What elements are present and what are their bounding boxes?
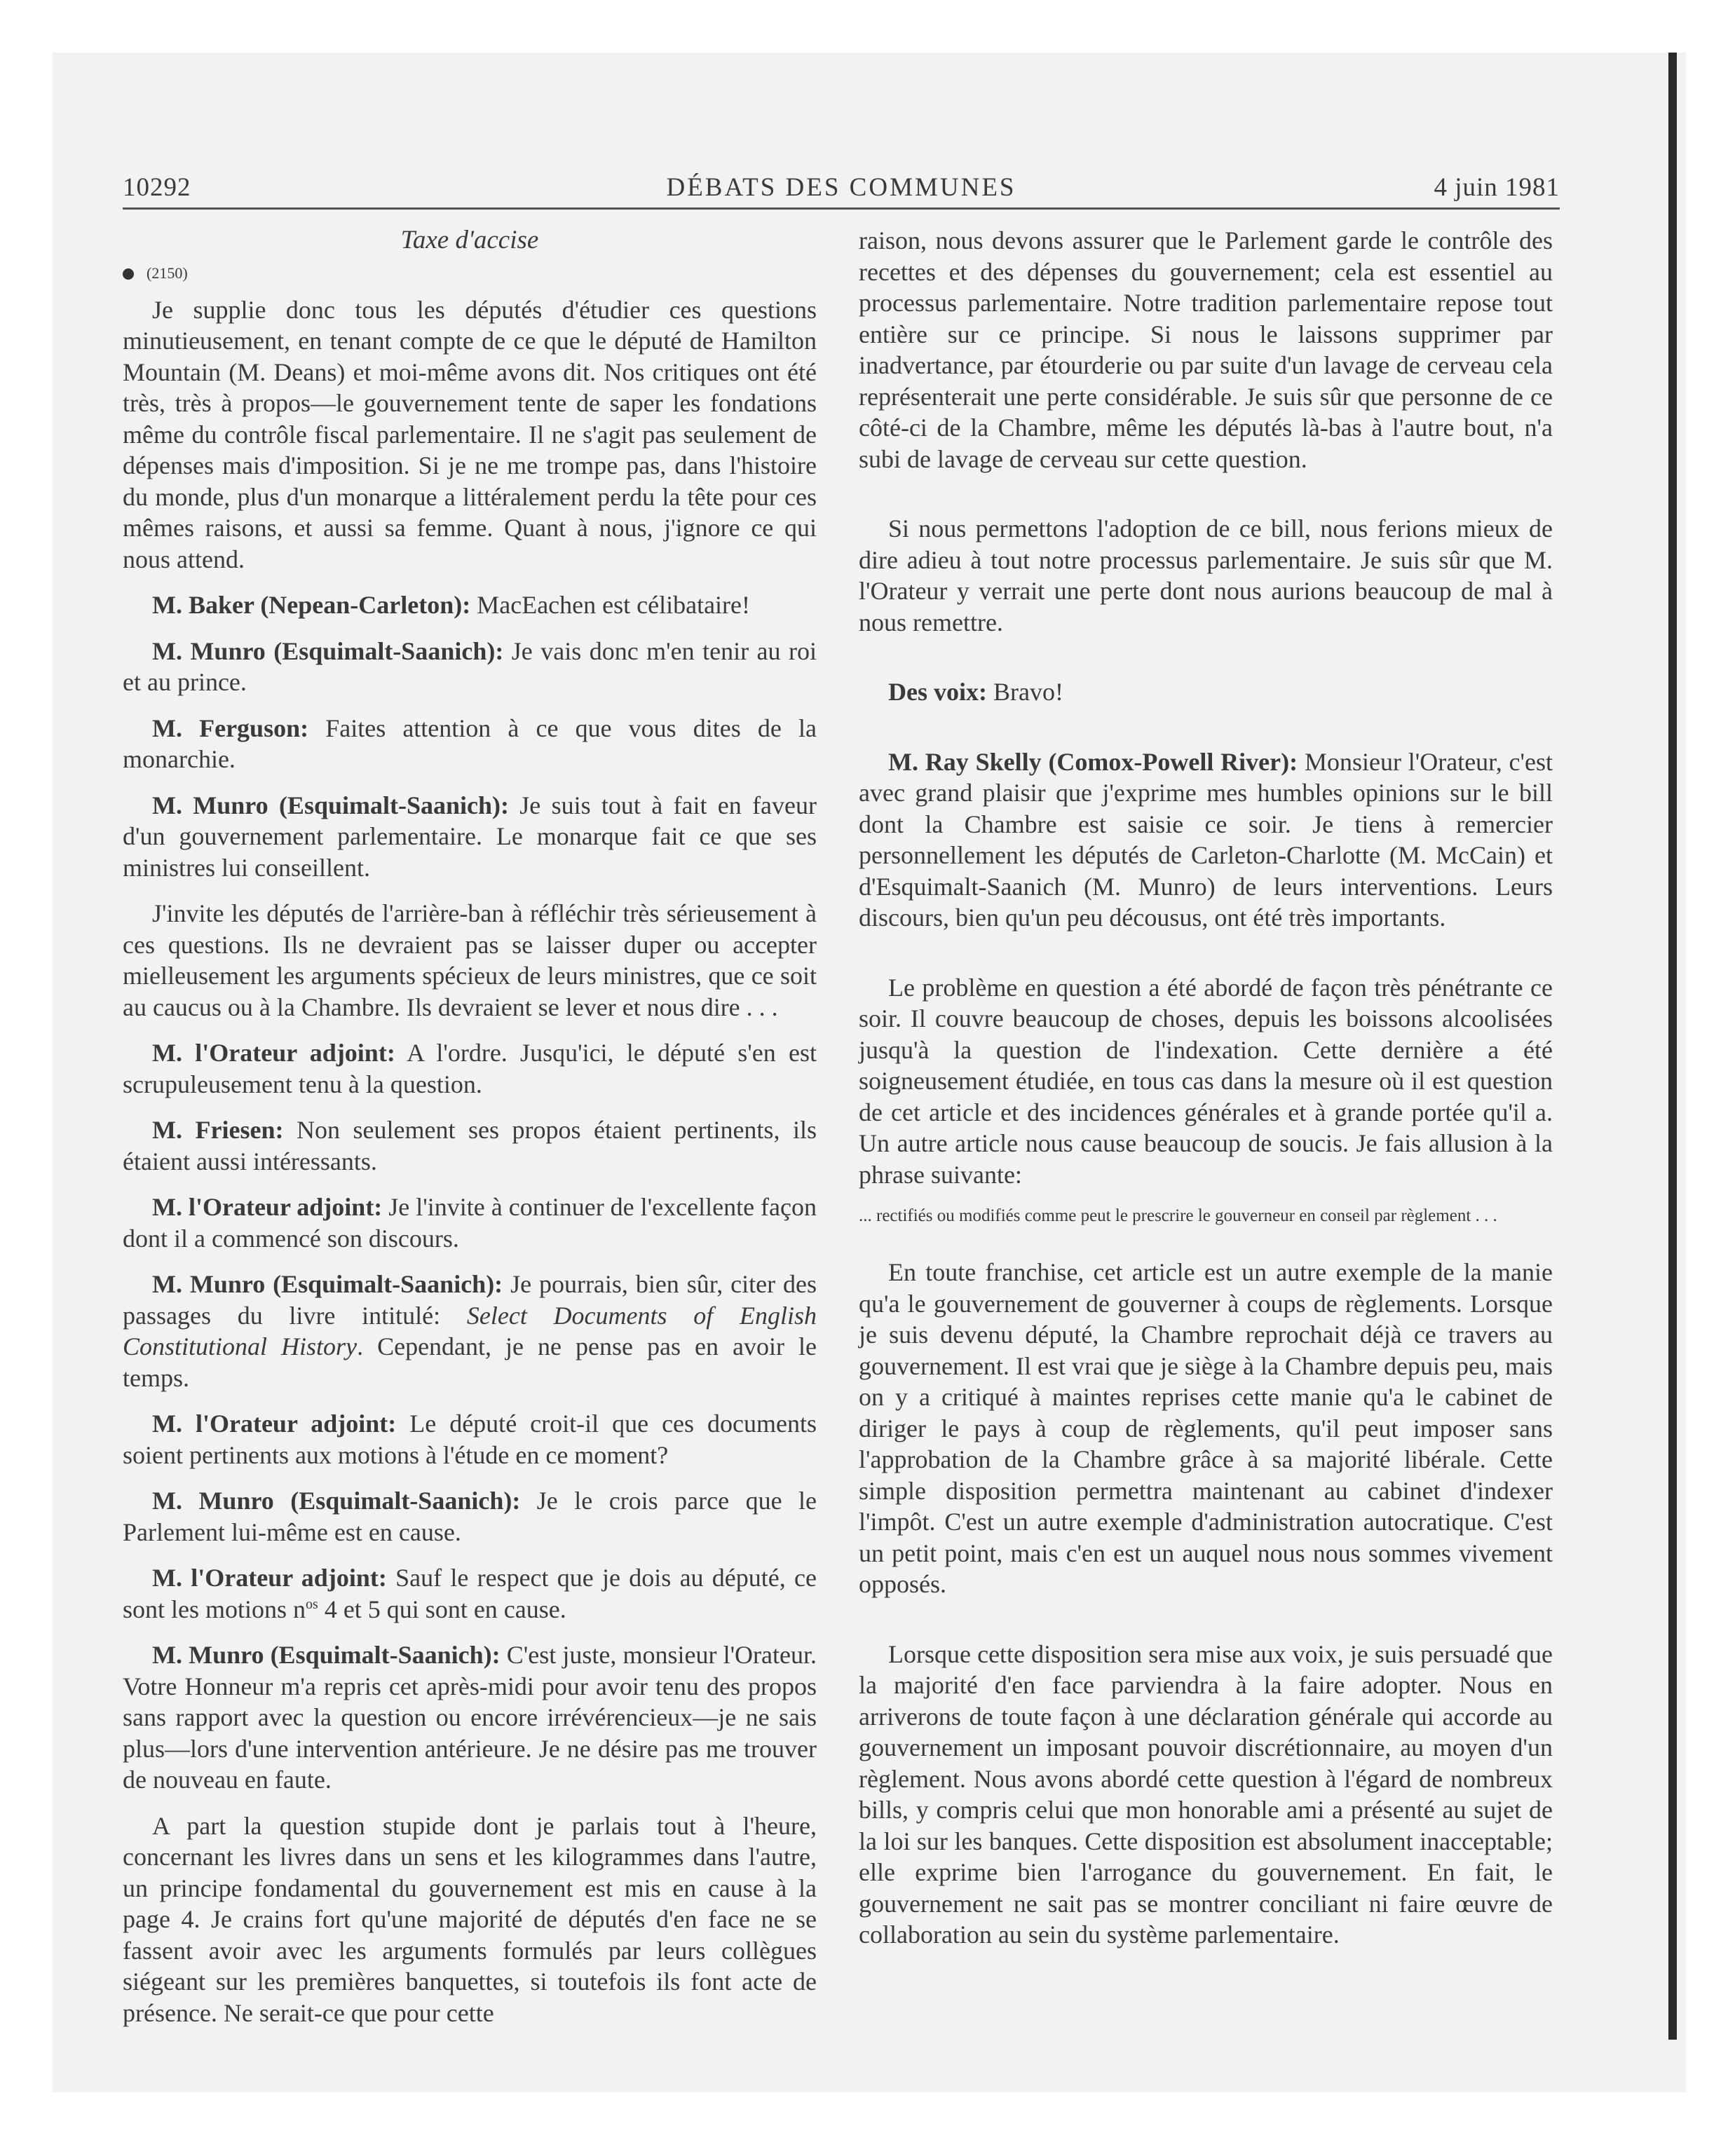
block-quote: ... rectifiés ou modifiés comme peut le prescrire le gouverneur en conseil par règlement . . . [859, 1206, 1497, 1225]
speech-text: MacEachen est célibataire! [470, 591, 751, 619]
speech [123, 636, 817, 698]
right-column [859, 225, 1553, 1965]
journal-title: DÉBATS DES COMMUNES [666, 173, 1016, 202]
paragraph: En toute franchise, cet article est un autre exemple de la manie qu'a le gouvernement de gouverner à coups de règlements. Lorsque je suis devenu député, la Chambre reprochait déjà ce travers au gouvernement. Il est vrai que je siège à la Chambre depuis peu, mais on y a critiqué à maintes reprises cette manie qu'a le cabinet de diriger le pays à coup de règlements, qu'il peut imposer sans l'approbation de la Chambre grâce à sa majorité libérale. Cette simple disposition permettra maintenant au cabinet d'indexer l'impôt. C'est un autre exemple d'administration autocratique. C'est un petit point, mais c'en est un auquel nous nous sommes vivement opposés. [859, 1258, 1553, 1598]
speech [123, 1192, 817, 1254]
speech-text: Non seulement ses propos étaient pertinents, ils étaient aussi intéressants. [123, 1116, 817, 1175]
running-header [123, 168, 1560, 210]
paragraph: A part la question stupide dont je parlais tout à l'heure, concernant les livres dans un sens et les kilogrammes dans l'autre, un principe fondamental du gouvernement est mis en cause à la page 4. Je crains fort qu'une majorité de députés d'en face ne se fassent avoir avec les arguments formulés par leurs collègues siégeant sur les premières banquettes, si toutefois ils font acte de présence. Ne serait-ce que pour cette [123, 1811, 817, 2027]
paragraph: Lorsque cette disposition sera mise aux voix, je suis persuadé que la majorité d'en face parviendra à la faire adopter. Nous en arriverons de toute façon à une déclaration générale qui accorde au gouvernement un imposant pouvoir discrétionnaire, au moyen d'un règlement. Nous avons abordé cette question à l'égard de nombreux bills, y compris celui que mon honorable ami a présenté au sujet de la loi sur les banques. Cette disposition est absolument inacceptable; elle exprime bien l'arrogance du gouvernement. En fait, le gouvernement ne sait pas se montrer conciliant ni faire œuvre de collaboration au sein du système parlementaire. [859, 1639, 1553, 1949]
paragraph: J'invite les députés de l'arrière-ban à réfléchir très sérieusement à ces questions. Ils ne devraient pas se laisser duper ou accepter mielleusement les arguments spécieux de leurs ministres, que ce soit au caucus ou à la Chambre. Ils devraient se lever et nous dire . . . [123, 899, 817, 1021]
paragraph: Si nous permettons l'adoption de ce bill, nous ferions mieux de dire adieu à tout notre processus parlementaire. Je suis sûr que M. l'Orateur y verrait une perte dont nous aurions beaucoup de mal à nous remettre. [859, 514, 1553, 636]
bullet-icon [123, 268, 134, 280]
page-number: 10292 [123, 173, 191, 202]
spacer [859, 1615, 1553, 1639]
speaker-name: M. Munro (Esquimalt-Saanich): [152, 791, 509, 819]
speaker-name: M. l'Orateur adjoint: [152, 1039, 395, 1067]
speech-text: Je pourrais, bien sûr, citer des passages du livre intitulé: [123, 1270, 817, 1330]
speech [123, 1408, 817, 1471]
speaker-name: M. Munro (Esquimalt-Saanich): [152, 1270, 503, 1298]
speech-text: Monsieur l'Orateur, c'est avec grand plaisir que j'exprime mes humbles opinions sur le bill dont la Chambre est saisie ce soir. Je tiens à remercier personnellement les députés de Carleton-Charlotte (M. McCain) et d'Esquimalt-Saanich (M. Munro) de leurs interventions. Leurs discours, bien qu'un peu décousus, ont été très importants. [859, 747, 1553, 932]
speech [123, 1485, 817, 1548]
speech [123, 1037, 817, 1100]
time-marker [123, 259, 817, 287]
speech-text: . Cependant, je ne pense pas en avoir le temps. [123, 1332, 817, 1392]
superscript: os [306, 1596, 318, 1612]
speech [859, 676, 1553, 708]
speaker-name: M. Ray Skelly (Comox-Powell River): [888, 747, 1298, 776]
speaker-name: M. l'Orateur adjoint: [152, 1564, 387, 1592]
speaker-name: M. Friesen: [152, 1116, 284, 1144]
speech-text: Le député croit-il que ces documents soient pertinents aux motions à l'étude en ce moment? [123, 1410, 817, 1469]
speaker-name: M. Munro (Esquimalt-Saanich): [152, 1641, 501, 1669]
speech [123, 1639, 817, 1796]
speech-text: Je l'invite à continuer de l'excellente façon dont il a commencé son discours. [123, 1193, 817, 1253]
header-date: 4 juin 1981 [1434, 173, 1560, 202]
paragraph: Je supplie donc tous les députés d'étudier ces questions minutieusement, en tenant compte de ce que le député de Hamilton Mountain (M. Deans) et moi-même avons dit. Nos critiques ont été très, très à propos—le gouvernement tente de saper les fondations même du contrôle fiscal parlementaire. Il ne s'agit pas seulement de dépenses mais d'imposition. Si je ne me trompe pas, dans l'histoire du monde, plus d'un monarque a littéralement perdu la tête pour ces mêmes raisons, et aussi sa femme. Quant à nous, j'ignore ce qui nous attend. [123, 295, 817, 573]
paragraph: Le problème en question a été abordé de façon très pénétrante ce soir. Il couvre beaucoup de choses, depuis les boissons alcoolisées jusqu'à la question de l'indexation. Cette dernière a été soigneusement étudiée, en tous cas dans la mesure où il est question de cet article et des incidences générales et à grande portée qu'il a. Un autre article nous cause beaucoup de soucis. Je fais allusion à la phrase suivante: [859, 973, 1553, 1189]
speech-text: A l'ordre. Jusqu'ici, le député s'en est scrupuleusement tenu à la question. [123, 1039, 817, 1098]
document-page [123, 168, 1560, 2027]
speaker-name: M. Munro (Esquimalt-Saanich): [152, 1487, 521, 1515]
spacer [859, 723, 1553, 746]
book-title: Select Documents of English Constitutional History [123, 1301, 817, 1360]
speech [859, 746, 1553, 934]
section-title: Taxe d'accise [400, 226, 539, 254]
speech [123, 790, 817, 884]
left-column [123, 225, 817, 2043]
speech-text: Je suis tout à fait en faveur d'un gouvernement parlementaire. Le monarque fait ce que ses ministres lui conseillent. [123, 791, 817, 882]
speaker-name: M. l'Orateur adjoint: [152, 1410, 397, 1438]
speech [123, 1269, 817, 1393]
paragraph-continued: raison, nous devons assurer que le Parlement garde le contrôle des recettes et des dépenses du gouvernement; cela est essentiel au processus parlementaire. Notre tradition parlementaire repose tout entière sur ce principe. Si nous le laissons supprimer par inadvertance, par étourderie ou par suite d'un lavage de cerveau cela représenterait une perte considérable. Je suis sûr que personne de ce côté-ci de la Chambre, même les députés là-bas à l'autre bout, n'a subi de lavage de cerveau sur cette question. [859, 226, 1553, 473]
speech-text: Je vais donc m'en tenir au roi et au prince. [123, 636, 817, 696]
speech-text: 4 et 5 qui sont en cause. [318, 1595, 566, 1623]
speech-text: Je le crois parce que le Parlement lui-même est en cause. [123, 1487, 817, 1546]
speech-text: Sauf le respect que je dois au député, ce sont les motions n [123, 1564, 817, 1623]
speech [123, 1562, 817, 1625]
spacer [859, 653, 1553, 676]
spacer [859, 489, 1553, 513]
speaker-name: M. Baker (Nepean-Carleton): [152, 591, 471, 619]
speaker-name: Des voix: [888, 678, 987, 706]
page-edge-shadow [1668, 53, 1677, 2040]
speech-text: C'est juste, monsieur l'Orateur. Votre Honneur m'a repris cet après-midi pour avoir tenu des propos sans rapport avec la question ou encore irrévérencieux—je ne sais plus—lors d'une intervention antérieure. Je ne désire pas me trouver de nouveau en faute. [123, 1641, 817, 1794]
spacer [859, 948, 1553, 972]
time-marker-text: (2150) [147, 264, 188, 282]
speech [123, 1114, 817, 1177]
speech [123, 713, 817, 775]
speaker-name: M. Ferguson: [152, 714, 309, 742]
speech-text: Faites attention à ce que vous dites de la monarchie. [123, 714, 817, 773]
speaker-name: M. Munro (Esquimalt-Saanich): [152, 636, 504, 665]
speaker-name: M. l'Orateur adjoint: [152, 1193, 383, 1221]
speech [123, 589, 817, 621]
speech-text: Bravo! [986, 678, 1063, 706]
